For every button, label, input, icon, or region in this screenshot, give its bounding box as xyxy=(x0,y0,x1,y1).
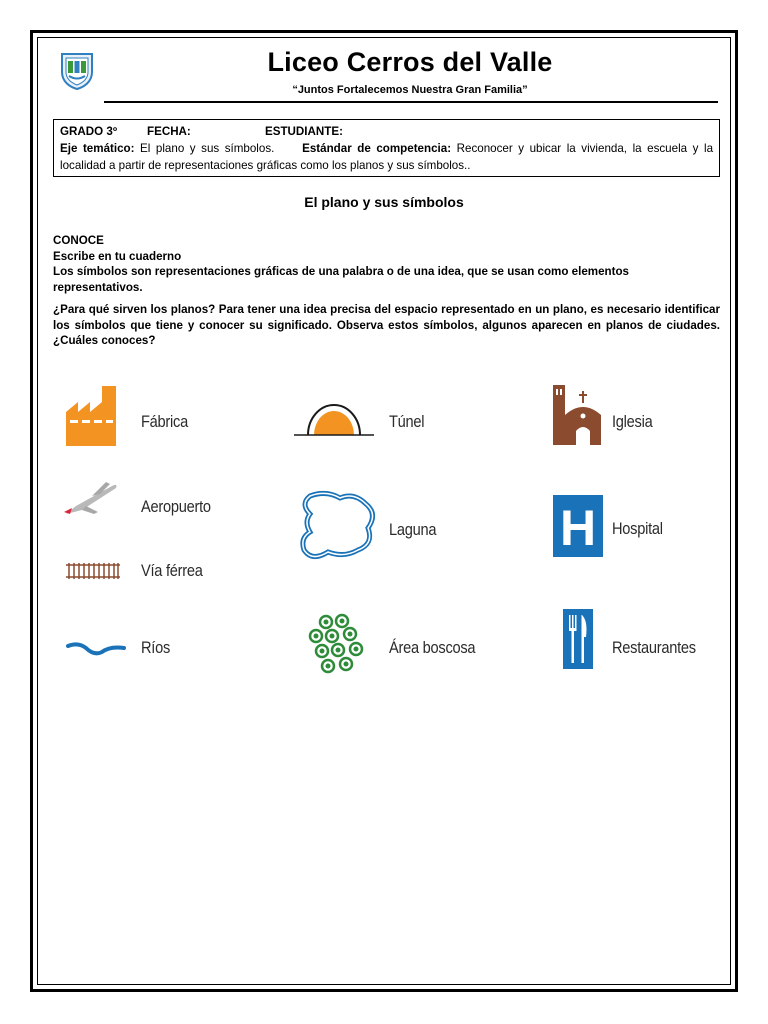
conoce-definition: Los símbolos son representaciones gráficas de una palabra o de una idea, que se usan como elementos representativos. xyxy=(53,265,629,294)
hospital-letter: H xyxy=(559,500,597,556)
eje-value: El plano y sus símbolos. xyxy=(134,142,275,155)
conoce-block xyxy=(53,233,720,295)
restaurantes-label: Restaurantes xyxy=(612,638,696,657)
school-name: Liceo Cerros del Valle xyxy=(267,47,553,77)
fabrica-label: Fábrica xyxy=(141,412,188,431)
conoce-instruction: Escribe en tu cuaderno xyxy=(53,249,182,263)
header-divider xyxy=(104,101,718,103)
info-row-grado xyxy=(60,123,713,140)
info-box xyxy=(53,119,720,177)
eje-label: Eje temático: xyxy=(60,142,135,155)
grado-label: GRADO 3º xyxy=(60,125,118,138)
forest-icon xyxy=(306,614,368,676)
school-motto: “Juntos Fortalecemos Nuestra Gran Familia” xyxy=(292,84,528,96)
hospital-label: Hospital xyxy=(612,519,663,538)
section-title: El plano y sus símbolos xyxy=(304,194,464,210)
fecha-label: FECHA: xyxy=(147,125,191,138)
airplane-icon xyxy=(62,480,120,518)
estandar-label: Estándar de competencia: xyxy=(302,142,452,155)
estandar-value-line1: Reconocer y ubicar la vivienda, la escuela y la xyxy=(451,142,714,155)
area-boscosa-label: Área boscosa xyxy=(389,638,476,657)
rios-label: Ríos xyxy=(141,638,171,657)
tunnel-icon xyxy=(294,391,374,437)
school-logo xyxy=(60,52,94,90)
estandar-value-line2: localidad a partir de representaciones gráficas como los planos y sus símbolos.. xyxy=(60,159,471,172)
via-ferrea-label: Vía férrea xyxy=(141,561,203,580)
railway-icon xyxy=(66,563,120,579)
laguna-label: Laguna xyxy=(389,520,437,539)
lagoon-icon xyxy=(296,488,380,564)
question-paragraph: ¿Para qué sirven los planos? Para tener una idea precisa del espacio representado en un plano, es necesario identificar los símbolos que tiene y conocer su significado. Observa estos símbolos, algunos aparecen en planos de ciudades. ¿Cuáles conoces? xyxy=(53,303,720,347)
church-icon xyxy=(552,383,602,445)
restaurant-icon xyxy=(563,609,593,669)
iglesia-label: Iglesia xyxy=(612,412,653,431)
conoce-heading: CONOCE xyxy=(53,234,104,247)
factory-icon xyxy=(64,384,118,446)
hospital-icon xyxy=(553,495,603,557)
info-row-eje xyxy=(60,140,713,157)
estudiante-label: ESTUDIANTE: xyxy=(265,125,343,138)
river-icon xyxy=(66,638,126,660)
aeropuerto-label: Aeropuerto xyxy=(141,497,211,516)
tunel-label: Túnel xyxy=(389,412,425,431)
